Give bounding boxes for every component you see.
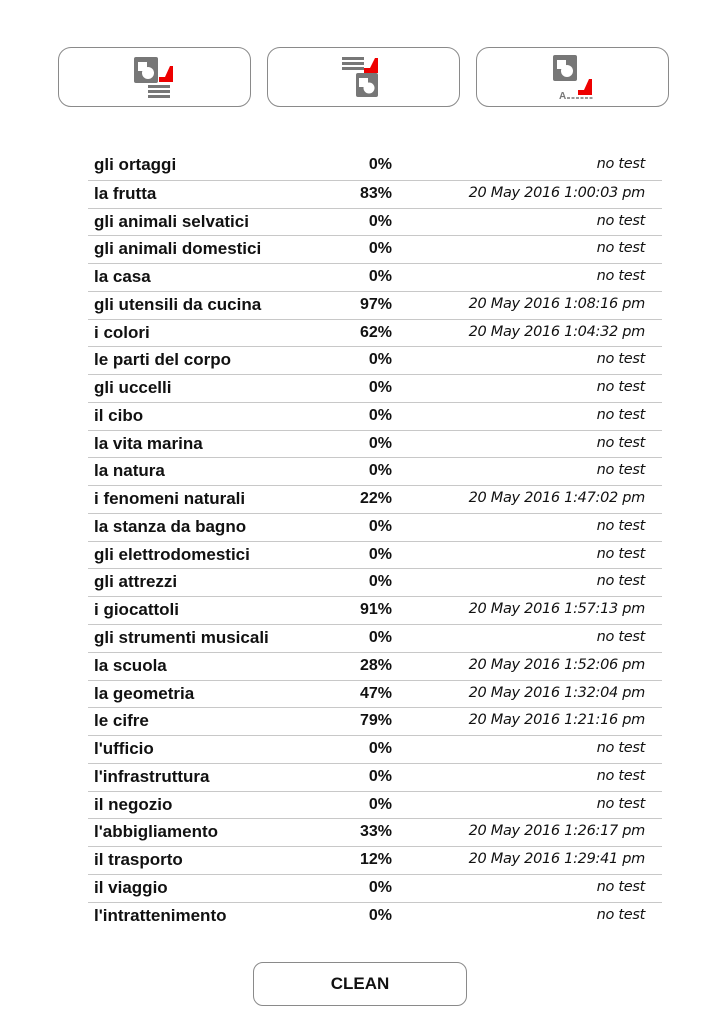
score-percent: 0% (368, 434, 392, 452)
score-percent: 0% (368, 795, 392, 813)
table-row[interactable] (88, 818, 662, 846)
score-percent: 79% (359, 712, 392, 730)
score-percent: 62% (359, 323, 392, 341)
test-date: no test (596, 795, 645, 812)
score-percent: 0% (368, 517, 392, 535)
test-date: 20 May 2016 1:29:41 pm (468, 851, 645, 868)
table-row[interactable] (88, 430, 662, 458)
score-percent: 91% (359, 601, 392, 619)
image-to-text-icon (133, 56, 177, 98)
test-date: no test (596, 740, 645, 757)
score-percent: 0% (368, 767, 392, 785)
table-row[interactable] (88, 846, 662, 874)
category-name: la vita marina (94, 433, 203, 453)
score-percent: 0% (368, 406, 392, 424)
test-date: no test (596, 573, 645, 590)
category-name: la frutta (94, 183, 157, 203)
category-name: la natura (94, 461, 165, 481)
image-to-label-icon (549, 54, 597, 100)
table-row[interactable] (88, 541, 662, 569)
test-date: 20 May 2016 1:04:32 pm (468, 323, 645, 340)
table-row[interactable] (88, 346, 662, 374)
test-date: no test (596, 545, 645, 562)
test-date: 20 May 2016 1:52:06 pm (468, 656, 645, 673)
category-name: gli utensili da cucina (94, 294, 262, 314)
table-row[interactable] (88, 652, 662, 680)
category-name: il negozio (94, 794, 173, 814)
test-date: no test (596, 629, 645, 646)
score-percent: 0% (368, 156, 392, 173)
score-percent: 0% (368, 573, 392, 591)
category-name: l'ufficio (94, 739, 154, 759)
table-row[interactable] (88, 180, 662, 208)
category-name: gli ortaggi (94, 155, 177, 174)
test-date: 20 May 2016 1:08:16 pm (468, 295, 645, 312)
score-percent: 0% (368, 268, 392, 286)
category-name: gli strumenti musicali (94, 628, 269, 648)
table-row[interactable] (88, 208, 662, 236)
table-row[interactable] (88, 402, 662, 430)
table-row[interactable] (88, 152, 662, 180)
table-row[interactable] (88, 707, 662, 735)
score-percent: 0% (368, 212, 392, 230)
score-percent: 33% (359, 823, 392, 841)
table-row[interactable] (88, 291, 662, 319)
table-row[interactable] (88, 624, 662, 652)
table-row[interactable] (88, 319, 662, 347)
test-date: no test (596, 878, 645, 895)
test-date: no test (596, 906, 645, 923)
category-name: le parti del corpo (94, 350, 231, 370)
category-name: i giocattoli (94, 600, 179, 620)
category-name: il trasporto (94, 850, 183, 870)
table-row[interactable] (88, 763, 662, 791)
category-name: i colori (94, 322, 150, 342)
test-date: 20 May 2016 1:32:04 pm (468, 684, 645, 701)
score-percent: 28% (359, 656, 392, 674)
test-date: 20 May 2016 1:00:03 pm (468, 184, 645, 201)
score-percent: 83% (359, 184, 392, 202)
category-name: i fenomeni naturali (94, 489, 246, 509)
category-name: gli animali selvatici (94, 211, 249, 231)
score-percent: 12% (359, 851, 392, 869)
category-name: il cibo (94, 405, 144, 425)
score-percent: 0% (368, 379, 392, 397)
score-percent: 0% (368, 351, 392, 369)
table-row[interactable] (88, 263, 662, 291)
score-percent: 47% (359, 684, 392, 702)
image-to-text-mode-button[interactable] (58, 47, 251, 107)
table-row[interactable] (88, 874, 662, 902)
score-percent: 22% (359, 490, 392, 508)
table-row[interactable] (88, 235, 662, 263)
category-name: la geometria (94, 683, 195, 703)
test-date: no test (596, 351, 645, 368)
category-name: gli uccelli (94, 378, 172, 398)
test-date: no test (596, 462, 645, 479)
score-percent: 0% (368, 240, 392, 258)
test-date: no test (596, 156, 645, 172)
clean-button[interactable]: CLEAN (253, 962, 467, 1006)
test-date: 20 May 2016 1:57:13 pm (468, 601, 645, 618)
table-row[interactable] (88, 596, 662, 624)
score-percent: 0% (368, 878, 392, 896)
results-table (88, 152, 662, 929)
score-percent: 97% (359, 295, 392, 313)
category-name: la casa (94, 267, 151, 287)
table-row[interactable] (88, 374, 662, 402)
table-row[interactable] (88, 791, 662, 819)
category-name: l'abbigliamento (94, 822, 218, 842)
category-name: gli animali domestici (94, 239, 262, 259)
test-date: no test (596, 434, 645, 451)
test-date: no test (596, 767, 645, 784)
test-date: 20 May 2016 1:47:02 pm (468, 490, 645, 507)
score-percent: 0% (368, 740, 392, 758)
score-percent: 0% (368, 629, 392, 647)
table-row[interactable] (88, 680, 662, 708)
table-row[interactable] (88, 902, 662, 930)
table-row[interactable] (88, 457, 662, 485)
table-row[interactable] (88, 568, 662, 596)
score-percent: 0% (368, 906, 392, 924)
category-name: le cifre (94, 711, 149, 731)
category-name: la scuola (94, 655, 167, 675)
text-to-image-mode-button[interactable] (267, 47, 460, 107)
test-date: no test (596, 379, 645, 396)
text-to-image-icon (342, 56, 386, 98)
category-name: la stanza da bagno (94, 516, 247, 536)
table-row[interactable] (88, 485, 662, 513)
table-row[interactable] (88, 513, 662, 541)
test-date: 20 May 2016 1:21:16 pm (468, 712, 645, 729)
image-to-label-mode-button[interactable] (476, 47, 669, 107)
test-date: 20 May 2016 1:26:17 pm (468, 823, 645, 840)
test-date: no test (596, 406, 645, 423)
table-row[interactable] (88, 735, 662, 763)
category-name: gli attrezzi (94, 572, 178, 592)
svg-text:A: A (558, 91, 566, 100)
test-date: no test (596, 240, 645, 257)
category-name: l'intrattenimento (94, 905, 227, 925)
score-percent: 0% (368, 545, 392, 563)
category-name: l'infrastruttura (94, 766, 210, 786)
category-name: il viaggio (94, 877, 168, 897)
category-name: gli elettrodomestici (94, 544, 250, 564)
score-percent: 0% (368, 462, 392, 480)
test-date: no test (596, 212, 645, 229)
test-date: no test (596, 517, 645, 534)
test-date: no test (596, 268, 645, 285)
